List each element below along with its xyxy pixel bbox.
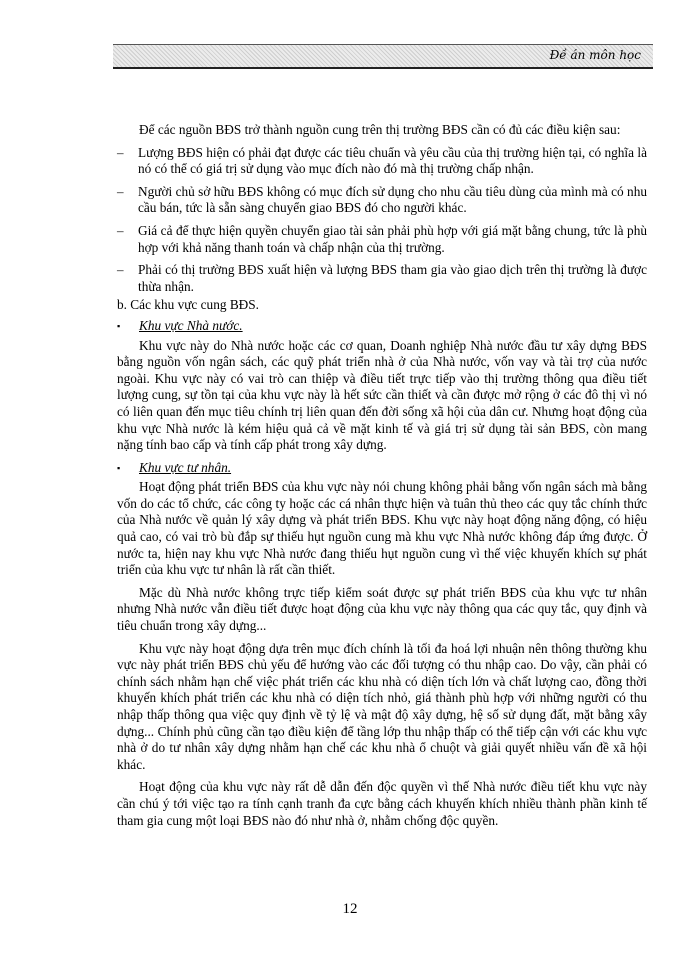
page-body: [117, 122, 647, 835]
condition-item: [117, 184, 647, 217]
private-sector-paragraph: Mặc dù Nhà nước không trực tiếp kiểm soát được sự phát triển BĐS của khu vực tư nhân nhưng Nhà nước vẫn điều tiết được hoạt động của khu vực này thông qua các quy tắc, quy định và tiêu chuẩn trong xây dựng...: [117, 584, 647, 634]
running-header: [113, 44, 653, 69]
condition-text: Người chủ sở hữu BĐS không có mục đích sử dụng cho nhu cầu tiêu dùng của mình mà có nhu cầu bán, tức là sẵn sàng chuyển giao BĐS đó cho người khác.: [138, 183, 647, 216]
private-sector-title: Khu vực tư nhân.: [139, 459, 232, 475]
condition-item: [117, 145, 647, 178]
condition-text: Giá cả để thực hiện quyền chuyển giao tài sản phải phù hợp với giá mặt bằng chung, tức là phù hợp với khả năng thanh toán và chấp nhận của thị trường.: [138, 222, 647, 255]
private-sector-paragraph: Hoạt động của khu vực này rất dễ dẫn đến độc quyền vì thế Nhà nước điều tiết khu vực này cần chú ý tới việc tạo ra tính cạnh tranh đa cực bằng cách khuyến khích nhiều thành phần kinh tế tham gia cung một loại BĐS nào đó như nhà ở, nhằm chống độc quyền.: [117, 779, 647, 828]
private-sector-paragraph: Khu vực này hoạt động dựa trên mục đích chính là tối đa hoá lợi nhuận nên thông thường khu vực này phát triển BĐS chủ yếu để hướng vào các đối tượng có thu nhập cao. Do vậy, cần phải có chính sách nhằm hạn chế việc phát triển các khu nhà có diện tích lớn và chất lượng cao, đồng thời khuyến khích phát triển các khu nhà có diện tích nhỏ, giá thành phù hợp với những người có thu nhập thấp thông qua việc quy định về tỷ lệ và mật độ xây dựng, hệ số sử dụng đất, mặt bằng xây dựng... Chính phủ cũng cần tạo điều kiện để tầng lớp thu nhập thấp có thể tiếp cận với các khu vực nhà ở do tư nhân xây dựng nhằm hạn chế các khu nhà ổ chuột và giải quyết nhiều vấn đề xã hội khác.: [117, 640, 647, 772]
dash-marker: –: [117, 183, 124, 199]
state-sector-paragraph: Khu vực này do Nhà nước hoặc các cơ quan, Doanh nghiệp Nhà nước đầu tư xây dựng BĐS bằng nguồn vốn ngân sách, các quỹ phát triển nhà ở của Nhà nước, vốn vay và tài trợ của nước ngoài. Khu vực này có vai trò can thiệp và điều tiết trực tiếp vào thị trường thông qua điều tiết lượng cung, sự tồn tại của khu vực này là hết sức cần thiết và cần được mở rộng ở các đô thị vì nó có liên quan đến mục tiêu chính trị liên quan đến đời sống xã hội của dân cư. Nhưng hoạt động của khu vực Nhà nước là kém hiệu quả cả về mặt kinh tế và giá trị sử dụng tài sản BĐS, còn mang nặng tính bao cấp và tính cấp phát trong xây dựng.: [117, 337, 647, 453]
condition-item: [117, 223, 647, 256]
state-sector-heading: [117, 318, 647, 335]
intro-paragraph: Để các nguồn BĐS trở thành nguồn cung trên thị trường BĐS cần có đủ các điều kiện sau:: [139, 122, 621, 137]
condition-text: Phải có thị trường BĐS xuất hiện và lượng BĐS tham gia vào giao dịch trên thị trường là được thừa nhận.: [138, 262, 647, 294]
state-sector-title: Khu vực Nhà nước.: [139, 317, 243, 333]
header-title: Đề án môn học: [549, 48, 641, 62]
section-b-heading: b. Các khu vực cung BĐS.: [117, 297, 260, 313]
dash-marker: –: [117, 222, 124, 238]
condition-text: Lượng BĐS hiện có phải đạt được các tiêu chuẩn và yêu cầu của thị trường hiện tại, có nghĩa là nó có thể có giá trị sử dụng vào mục đích nào đó mà thị trường chấp nhận.: [138, 144, 647, 177]
bullet-square-icon: ▪: [117, 320, 121, 331]
private-sector-heading: [117, 460, 647, 477]
page-number: 12: [342, 901, 358, 917]
dash-marker: –: [117, 262, 124, 278]
private-sector-paragraph: Hoạt động phát triển BĐS của khu vực này nói chung không phải bằng vốn ngân sách mà bằng vốn do các tổ chức, các công ty hoặc các cá nhân thực hiện và tuân thủ theo các quy tắc chính thức của Nhà nước về quản lý xây dựng và phát triển BĐS. Khu vực này hoạt động năng động, có hiệu quả cao, có vai trò bù đắp sự thiếu hụt nguồn cung mà khu vực Nhà nước không đáp ứng được. Ở nước ta, hiện nay khu vực Nhà nước đang thiếu hụt nguồn cung vì thế việc khuyến khích sự phát triển của khu vực tư nhân là rất cần thiết.: [117, 479, 647, 578]
dash-marker: –: [117, 144, 124, 160]
bullet-square-icon: ▪: [117, 462, 121, 473]
condition-item: [117, 262, 647, 295]
